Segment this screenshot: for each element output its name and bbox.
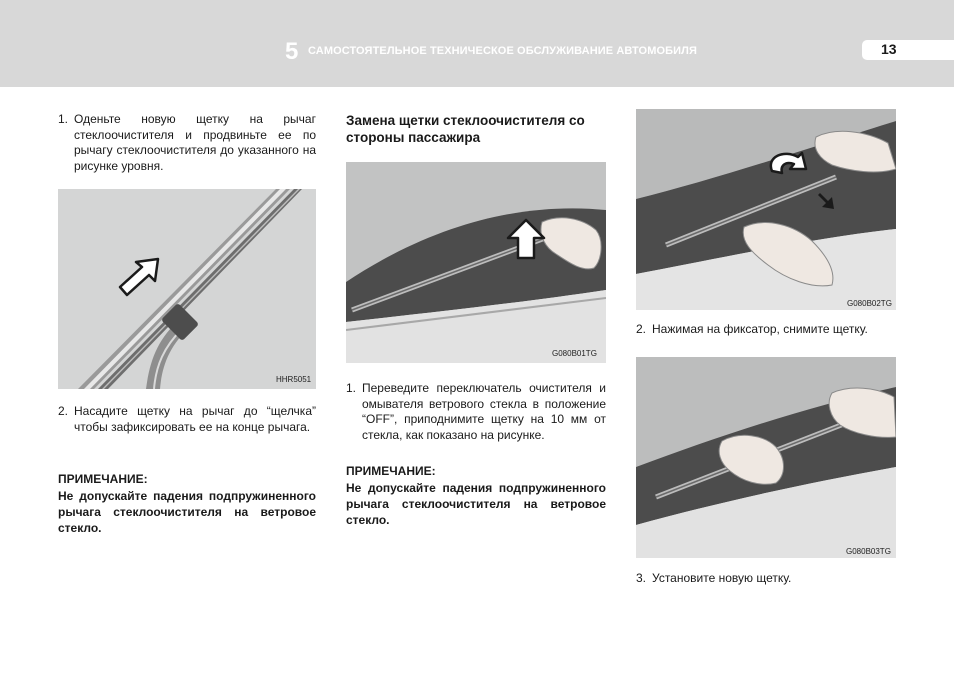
- page-header: [0, 0, 954, 87]
- chapter-title: САМОСТОЯТЕЛЬНОЕ ТЕХНИЧЕСКОЕ ОБСЛУЖИВАНИЕ АВТОМОБИЛЯ: [308, 45, 697, 57]
- figure-wiper-arm-closeup: [58, 189, 316, 389]
- figure-install-blade: [636, 357, 896, 558]
- left-step-2: [58, 404, 316, 435]
- middle-step-1: [346, 381, 606, 443]
- step-number: 2.: [58, 404, 69, 418]
- figure-code: G080B03TG: [846, 547, 891, 556]
- figure-press-latch: [636, 109, 896, 310]
- figure-lift-wiper: [346, 162, 606, 363]
- step-text: Установите новую щетку.: [652, 571, 792, 585]
- figure-code: G080B02TG: [847, 299, 892, 308]
- wiper-arm-illustration: [58, 189, 316, 389]
- chapter-number: 5: [285, 38, 299, 65]
- note-title: ПРИМЕЧАНИЕ:: [346, 464, 436, 478]
- note-title: ПРИМЕЧАНИЕ:: [58, 472, 148, 486]
- page-number-badge: [862, 40, 954, 60]
- step-number: 3.: [636, 571, 647, 585]
- figure-code: G080B01TG: [552, 349, 597, 358]
- step-text: Насадите щетку на рычаг до “щелчка” чтобы зафиксировать ее на конце рычага.: [74, 404, 316, 434]
- step-number: 2.: [636, 322, 647, 336]
- step-number: 1.: [346, 381, 357, 395]
- note-text: Не допускайте падения подпружиненного рычага стеклоочистителя на ветровое стекло.: [346, 481, 606, 527]
- note-text: Не допускайте падения подпружиненного рычага стеклоочистителя на ветровое стекло.: [58, 489, 316, 535]
- left-step-1: [58, 112, 316, 174]
- step-text: Оденьте новую щетку на рычаг стеклоочистителя и продвиньте ее по рычагу стеклоочистителя до указанного на рисунке уровня.: [74, 112, 316, 173]
- page-number: 13: [881, 41, 897, 57]
- lift-wiper-illustration: [346, 162, 606, 363]
- right-step-3: [636, 571, 896, 587]
- step-number: 1.: [58, 112, 69, 126]
- step-text: Переведите переключатель очистителя и омывателя ветрового стекла в положение “OFF”, приподнимите щетку на 10 мм от стекла, как показано на рисунке.: [362, 381, 606, 442]
- press-latch-illustration: [636, 109, 896, 310]
- section-heading: Замена щетки стеклоочистителя со стороны пассажира: [346, 113, 585, 145]
- right-step-2: [636, 322, 896, 338]
- install-blade-illustration: [636, 357, 896, 558]
- figure-code: HHR5051: [276, 375, 312, 384]
- step-text: Нажимая на фиксатор, снимите щетку.: [652, 322, 868, 336]
